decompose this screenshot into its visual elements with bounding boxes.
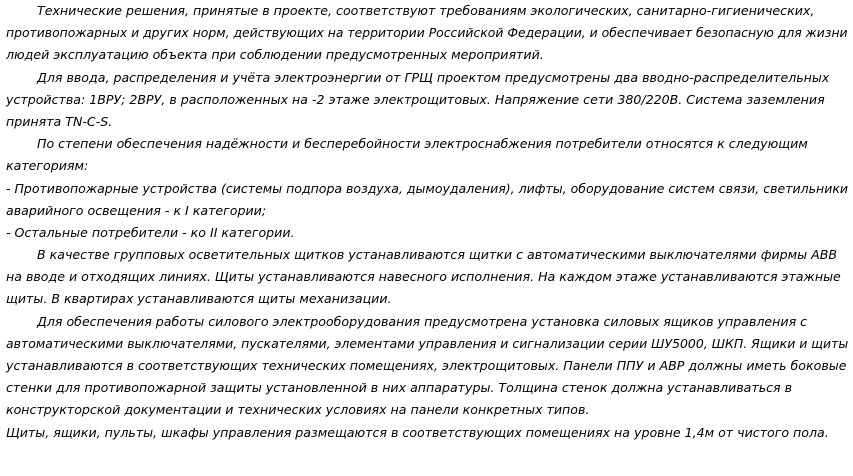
text-line: принята TN-C-S. xyxy=(6,113,113,129)
text-line: Для обеспечения работы силового электрооборудования предусмотрена установка силовых ящиков управления с xyxy=(37,313,808,329)
text-line: - Противопожарные устройства (системы подпора воздуха, дымоудаления), лифты, оборудование систем связи, светильники xyxy=(6,180,849,196)
document-body xyxy=(6,0,848,444)
text-line: устройства: 1ВРУ; 2ВРУ, в расположенных на -2 этаже электрощитовых. Напряжение сети 380/220В. Система заземления xyxy=(6,91,825,107)
text-line: противопожарных и других норм, действующих на территории Российской Федерации, и обеспечивает безопасную для жизни xyxy=(6,25,848,41)
text-line: автоматическими выключателями, пускателями, элементами управления и сигнализации серии ШУ5000, ШКП. Ящики и щиты xyxy=(6,335,849,351)
text-line: стенки для противопожарной защиты установленной в них аппаратуры. Толщина стенок должна устанавливаться в xyxy=(6,380,793,396)
text-line: - Остальные потребители - ко II категории. xyxy=(6,224,295,240)
text-line: В качестве групповых осветительных щитков устанавливаются щитки с автоматическими выключателями фирмы АВВ xyxy=(37,247,837,263)
text-line: Щиты, ящики, пульты, шкафы управления размещаются в соответствующих помещениях на уровне 1,4м от чистого пола. xyxy=(6,424,829,440)
text-line: конструкторской документации и технических условиях на панели конкретных типов. xyxy=(6,402,590,418)
text-line: категориям: xyxy=(6,158,89,174)
text-line: щиты. В квартирах устанавливаются щиты механизации. xyxy=(6,291,392,307)
text-line: Технические решения, принятые в проекте, соответствуют требованиям экологических, санитарно-гигиенических, xyxy=(37,3,815,18)
text-line: По степени обеспечения надёжности и бесперебойности электроснабжения потребители относятся к следующим xyxy=(37,136,808,152)
text-line: на вводе и отходящих линиях. Щиты устанавливаются навесного исполнения. На каждом этаже устанавливаются этажные xyxy=(6,269,841,285)
text-line: Для ввода, распределения и учёта электроэнергии от ГРЩ проектом предусмотрены два вводно-распределительных xyxy=(37,69,830,85)
text-line: устанавливаются в соответствующих технических помещениях, электрощитовых. Панели ППУ и АВР должны иметь боковые xyxy=(6,358,847,373)
text-line: людей эксплуатацию объекта при соблюдении предусмотренных мероприятий. xyxy=(6,47,544,63)
text-line: аварийного освещения - к I категории; xyxy=(6,202,267,218)
